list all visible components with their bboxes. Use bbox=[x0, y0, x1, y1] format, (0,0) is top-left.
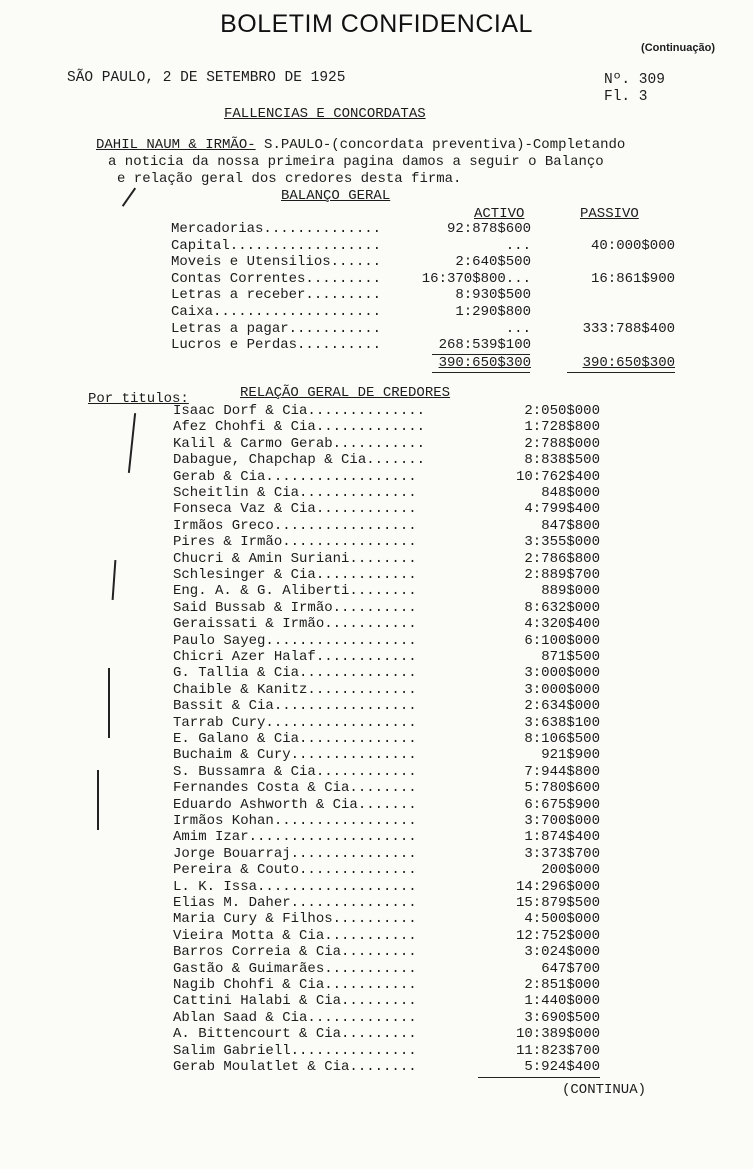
creditor-row bbox=[0, 961, 753, 977]
balance-row bbox=[0, 321, 753, 337]
creditor-name: A. Bittencourt & Cia......... bbox=[173, 1026, 417, 1043]
creditor-row bbox=[0, 928, 753, 944]
creditor-name: Dabague, Chapchap & Cia....... bbox=[173, 452, 426, 469]
balance-passivo-value: 16:861$900 bbox=[590, 270, 675, 287]
margin-pen-mark bbox=[108, 668, 110, 738]
creditor-row bbox=[0, 895, 753, 911]
creditor-amount: 14:296$000 bbox=[515, 878, 600, 895]
creditor-amount: 1:440$000 bbox=[524, 993, 600, 1010]
balance-account: Lucros e Perdas.......... bbox=[171, 337, 382, 354]
creditor-row bbox=[0, 797, 753, 813]
creditor-name: Chicri Azer Halaf............ bbox=[173, 649, 417, 665]
creditor-name: Kalil & Carmo Gerab........... bbox=[173, 435, 426, 452]
creditor-row bbox=[0, 518, 753, 534]
passivo-header: PASSIVO bbox=[580, 206, 639, 222]
intro-line-3: e relação geral dos credores desta firma. bbox=[117, 171, 462, 187]
creditor-amount: 5:924$400 bbox=[524, 1059, 600, 1075]
balance-account: Letras a pagar........... bbox=[171, 320, 382, 337]
creditor-row bbox=[0, 452, 753, 468]
creditor-amount: 847$800 bbox=[541, 517, 600, 534]
creditor-row bbox=[0, 469, 753, 485]
creditor-amount: 3:700$000 bbox=[524, 813, 600, 829]
balance-row bbox=[0, 238, 753, 254]
firm-name: DAHIL NAUM & IRMÃO- bbox=[96, 137, 256, 153]
creditor-amount: 2:634$000 bbox=[524, 698, 600, 715]
creditor-name: Gastão & Guimarães........... bbox=[173, 960, 417, 977]
balance-row bbox=[0, 271, 753, 287]
creditor-name: Salim Gabriell............... bbox=[173, 1042, 417, 1059]
creditor-amount: 3:024$000 bbox=[524, 944, 600, 961]
creditor-row bbox=[0, 534, 753, 550]
creditor-name: Eng. A. & G. Aliberti........ bbox=[173, 583, 417, 600]
creditor-name: Eduardo Ashworth & Cia....... bbox=[173, 796, 417, 813]
creditor-amount: 2:050$000 bbox=[524, 403, 600, 419]
creditor-amount: 10:762$400 bbox=[515, 468, 600, 485]
creditor-name: Vieira Motta & Cia........... bbox=[173, 927, 417, 944]
creditor-amount: 3:690$500 bbox=[524, 1009, 600, 1026]
creditor-row bbox=[0, 485, 753, 501]
creditor-name: Fonseca Vaz & Cia............ bbox=[173, 501, 417, 518]
balance-account: Contas Correntes......... bbox=[171, 270, 382, 287]
balance-account: Moveis e Utensilios...... bbox=[171, 254, 382, 271]
creditor-name: Scheitlin & Cia.............. bbox=[173, 485, 417, 501]
creditor-amount: 11:823$700 bbox=[515, 1042, 600, 1059]
creditor-name: Pires & Irmão................ bbox=[173, 534, 417, 551]
creditor-name: Irmãos Kohan................. bbox=[173, 813, 417, 829]
creditor-row bbox=[0, 1043, 753, 1059]
balance-activo-value: ... bbox=[505, 320, 531, 337]
creditor-name: Gerab Moulatlet & Cia........ bbox=[173, 1059, 417, 1075]
balance-row bbox=[0, 254, 753, 270]
creditor-row bbox=[0, 829, 753, 845]
place-date: SÃO PAULO, 2 DE SETEMBRO DE 1925 bbox=[67, 70, 346, 86]
creditor-row bbox=[0, 1026, 753, 1042]
creditor-row bbox=[0, 813, 753, 829]
passivo-total: 390:650$300 bbox=[582, 355, 675, 371]
creditor-row bbox=[0, 993, 753, 1009]
creditor-amount: 12:752$000 bbox=[515, 927, 600, 944]
creditor-amount: 3:000$000 bbox=[524, 665, 600, 682]
creditor-name: Maria Cury & Filhos.......... bbox=[173, 911, 417, 928]
passivo-total-rule bbox=[567, 372, 675, 373]
balance-passivo-value: 333:788$400 bbox=[582, 320, 675, 337]
creditor-amount: 7:944$800 bbox=[524, 763, 600, 780]
bulletin-number: Nº. 309 bbox=[604, 72, 665, 88]
intro-line-1-rest: S.PAULO-(concordata preventiva)-Completando bbox=[255, 137, 626, 153]
balance-activo-value: 92:878$600 bbox=[446, 221, 531, 237]
creditor-amount: 2:889$700 bbox=[524, 567, 600, 583]
creditor-row bbox=[0, 846, 753, 862]
creditor-amount: 5:780$600 bbox=[524, 780, 600, 797]
creditor-name: Pereira & Couto.............. bbox=[173, 862, 417, 879]
creditors-side-label: Por titulos: bbox=[88, 391, 189, 407]
activo-header: ACTIVO bbox=[474, 206, 525, 222]
creditor-name: Fernandes Costa & Cia........ bbox=[173, 780, 417, 797]
creditor-amount: 3:373$700 bbox=[524, 845, 600, 862]
balance-activo-value: 2:640$500 bbox=[455, 254, 531, 271]
creditor-amount: 2:788$000 bbox=[524, 435, 600, 452]
creditor-name: Bassit & Cia................. bbox=[173, 698, 417, 715]
activo-total: 390:650$300 bbox=[438, 355, 531, 371]
creditor-row bbox=[0, 600, 753, 616]
creditor-name: Gerab & Cia.................. bbox=[173, 468, 417, 485]
creditor-amount: 4:799$400 bbox=[524, 501, 600, 518]
creditor-row bbox=[0, 1010, 753, 1026]
creditor-row bbox=[0, 944, 753, 960]
creditor-row bbox=[0, 977, 753, 993]
creditor-name: Nagib Chohfi & Cia........... bbox=[173, 977, 417, 993]
creditor-amount: 8:106$500 bbox=[524, 731, 600, 747]
creditor-row bbox=[0, 419, 753, 435]
creditor-amount: 871$500 bbox=[541, 649, 600, 665]
creditors-sum-rule bbox=[478, 1077, 600, 1078]
balance-activo-value: 16:370$800... bbox=[421, 270, 531, 287]
creditor-row bbox=[0, 649, 753, 665]
balance-account: Caixa.................... bbox=[171, 304, 382, 320]
creditor-amount: 1:728$800 bbox=[524, 419, 600, 436]
margin-pen-mark bbox=[97, 770, 99, 830]
creditor-name: Elias M. Daher............... bbox=[173, 895, 417, 911]
creditor-name: Chaible & Kanitz............. bbox=[173, 681, 417, 698]
creditor-row bbox=[0, 715, 753, 731]
creditor-name: Ablan Saad & Cia............. bbox=[173, 1009, 417, 1026]
intro-line-1 bbox=[96, 137, 625, 153]
sheet-number: Fl. 3 bbox=[604, 89, 648, 105]
creditor-amount: 1:874$400 bbox=[524, 829, 600, 846]
creditor-name: Isaac Dorf & Cia.............. bbox=[173, 403, 426, 419]
creditor-name: Jorge Bouarraj............... bbox=[173, 845, 417, 862]
creditor-name: L. K. Issa................... bbox=[173, 878, 417, 895]
creditor-row bbox=[0, 911, 753, 927]
creditor-amount: 200$000 bbox=[541, 862, 600, 879]
creditor-amount: 8:838$500 bbox=[524, 452, 600, 469]
creditor-amount: 2:786$800 bbox=[524, 550, 600, 567]
balance-row bbox=[0, 221, 753, 237]
creditor-amount: 6:100$000 bbox=[524, 632, 600, 649]
continuation-note: (Continuação) bbox=[641, 42, 715, 54]
creditor-name: Paulo Sayeg.................. bbox=[173, 632, 417, 649]
creditor-row bbox=[0, 780, 753, 796]
creditor-amount: 647$700 bbox=[541, 960, 600, 977]
creditor-name: Tarrab Cury.................. bbox=[173, 714, 417, 731]
creditors-title: RELAÇÃO GERAL DE CREDORES bbox=[240, 385, 451, 401]
creditor-name: Barros Correia & Cia......... bbox=[173, 944, 417, 961]
creditor-amount: 848$000 bbox=[541, 485, 600, 501]
balance-account: Letras a receber......... bbox=[171, 287, 382, 304]
creditor-row bbox=[0, 764, 753, 780]
creditor-amount: 15:879$500 bbox=[515, 895, 600, 911]
balance-activo-value: 1:290$800 bbox=[455, 304, 531, 320]
balance-account: Mercadorias.............. bbox=[171, 221, 382, 237]
balance-title: BALANÇO GERAL bbox=[281, 188, 391, 204]
balance-passivo-value: 40:000$000 bbox=[590, 237, 675, 254]
creditor-row bbox=[0, 501, 753, 517]
creditor-row bbox=[0, 436, 753, 452]
creditor-row bbox=[0, 731, 753, 747]
creditor-amount: 6:675$900 bbox=[524, 796, 600, 813]
creditor-row bbox=[0, 698, 753, 714]
creditor-amount: 2:851$000 bbox=[524, 977, 600, 993]
balance-activo-value: 268:539$100 bbox=[438, 337, 531, 354]
balance-row bbox=[0, 287, 753, 303]
creditor-amount: 8:632$000 bbox=[524, 599, 600, 616]
creditor-row bbox=[0, 747, 753, 763]
creditor-name: Said Bussab & Irmão.......... bbox=[173, 599, 417, 616]
creditor-row bbox=[0, 616, 753, 632]
creditor-amount: 4:500$000 bbox=[524, 911, 600, 928]
balance-activo-value: ... bbox=[505, 237, 531, 254]
creditor-name: Chucri & Amin Suriani........ bbox=[173, 550, 417, 567]
creditor-row bbox=[0, 551, 753, 567]
creditor-amount: 3:355$000 bbox=[524, 534, 600, 551]
creditor-amount: 3:638$100 bbox=[524, 714, 600, 731]
creditor-name: Buchaim & Cury............... bbox=[173, 747, 417, 764]
creditor-amount: 889$000 bbox=[541, 583, 600, 600]
creditor-name: Geraissati & Irmão........... bbox=[173, 616, 417, 633]
creditor-amount: 3:000$000 bbox=[524, 681, 600, 698]
creditor-amount: 921$900 bbox=[541, 747, 600, 764]
creditor-name: Irmãos Greco................. bbox=[173, 517, 417, 534]
intro-line-2: a noticia da nossa primeira pagina damos a seguir o Balanço bbox=[108, 154, 604, 170]
creditor-row bbox=[0, 633, 753, 649]
balance-activo-value: 8:930$500 bbox=[455, 287, 531, 304]
creditor-row bbox=[0, 879, 753, 895]
balance-row bbox=[0, 304, 753, 320]
margin-pen-mark bbox=[122, 188, 136, 207]
creditor-row bbox=[0, 665, 753, 681]
balance-account: Capital.................. bbox=[171, 237, 382, 254]
creditor-row bbox=[0, 403, 753, 419]
creditor-row bbox=[0, 682, 753, 698]
creditor-name: Cattini Halabi & Cia......... bbox=[173, 993, 417, 1010]
creditor-name: Afez Chohfi & Cia............. bbox=[173, 419, 426, 436]
creditor-name: Schlesinger & Cia............ bbox=[173, 567, 417, 583]
section-title: FALLENCIAS E CONCORDATAS bbox=[224, 106, 426, 122]
creditor-name: Amim Izar.................... bbox=[173, 829, 417, 846]
continua-note: (CONTINUA) bbox=[562, 1082, 647, 1098]
creditor-amount: 10:389$000 bbox=[515, 1026, 600, 1043]
creditor-row bbox=[0, 1059, 753, 1075]
creditor-row bbox=[0, 862, 753, 878]
creditor-name: E. Galano & Cia.............. bbox=[173, 731, 417, 747]
creditor-name: G. Tallia & Cia.............. bbox=[173, 665, 417, 682]
document-title: BOLETIM CONFIDENCIAL bbox=[220, 10, 533, 38]
balance-row bbox=[0, 337, 753, 353]
creditor-amount: 4:320$400 bbox=[524, 616, 600, 633]
activo-total-rule bbox=[432, 372, 530, 373]
creditor-name: S. Bussamra & Cia............ bbox=[173, 763, 417, 780]
